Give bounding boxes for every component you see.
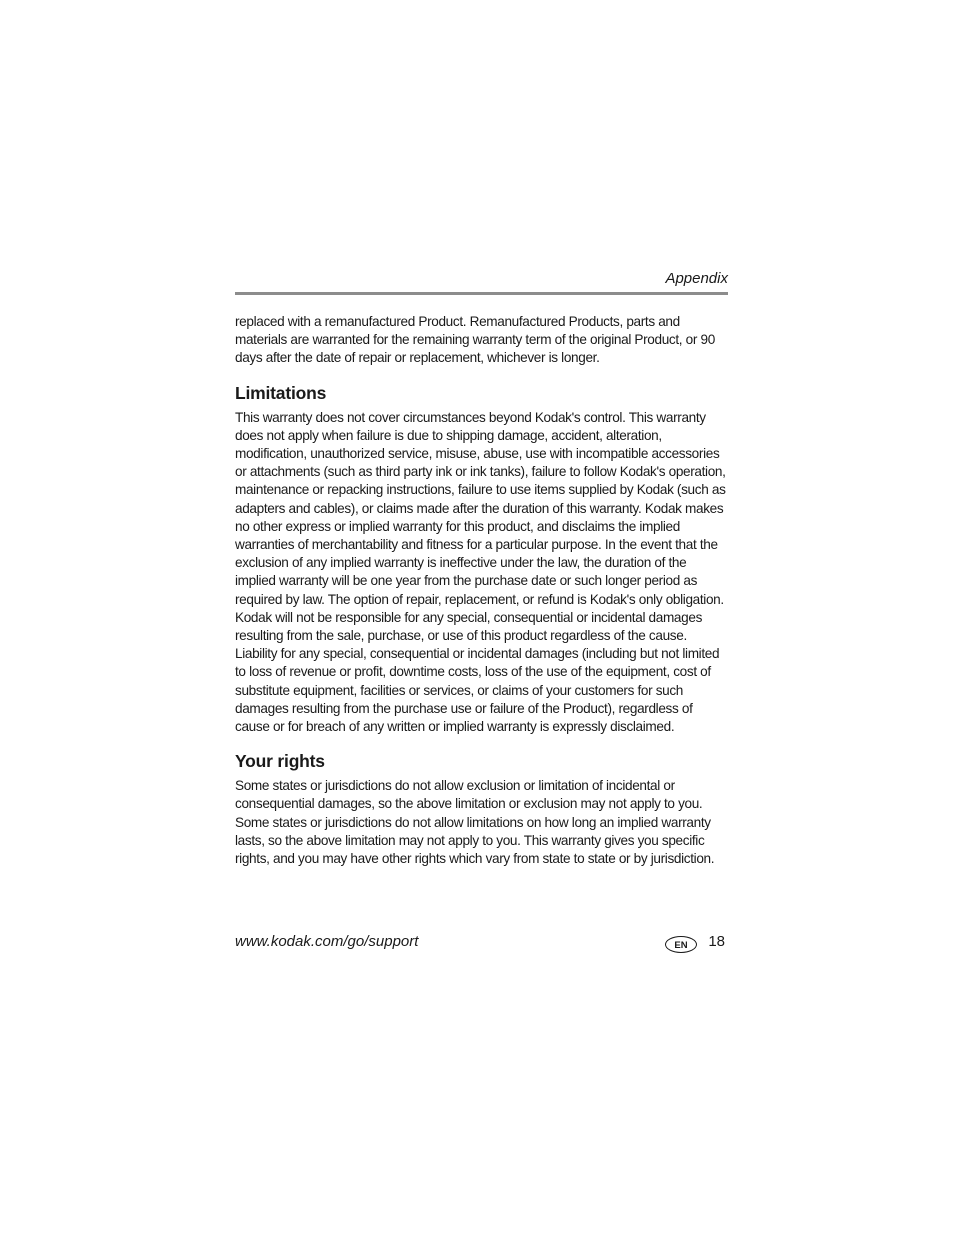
section-header: Appendix: [665, 270, 728, 287]
your-rights-paragraph: Some states or jurisdictions do not allow exclusion or limitation of incidental or consequential damages, so the above limitation or exclusion may not apply to you. Some states or jurisdictions do not allow limitations on how long an implied warranty lasts, so the above limitation may not apply to you. This warranty gives you specific rights, and you may have other rights which vary from state to state or by jurisdiction.: [235, 778, 715, 867]
page-content: [235, 268, 728, 868]
support-url: www.kodak.com/go/support: [235, 933, 419, 950]
intro-paragraph: replaced with a remanufactured Product. Remanufactured Products, parts and materials are warranted for the remaining warranty term of the original Product, or 90 days after the date of repair or replacement, whichever is longer.: [235, 314, 715, 366]
header-rule: [235, 292, 728, 295]
page-number: 18: [708, 933, 725, 950]
page-footer: [235, 931, 728, 955]
limitations-heading: Limitations: [235, 382, 327, 403]
your-rights-heading: Your rights: [235, 751, 325, 772]
language-badge: EN: [665, 936, 697, 953]
limitations-paragraph: This warranty does not cover circumstances beyond Kodak's control. This warranty does not apply when failure is due to shipping damage, accident, alteration, modification, unauthorized service, misuse, abuse, use with incompatible accessories or attachments (such as third party ink or ink tanks), failure to follow Kodak's operation, maintenance or repacking instructions, failure to use items supplied by Kodak (such as adapters and cables), or claims made after the duration of this warranty. Kodak makes no other express or implied warranty for this product, and disclaims the implied warranties of merchantability and fitness for a particular purpose. In the event that the exclusion of any implied warranty is ineffective under the law, the duration of the implied warranty will be one year from the purchase date or such longer period as required by law. The option of repair, replacement, or refund is Kodak's only obligation. Kodak will not be responsible for any special, consequential or incidental damages resulting from the sale, purchase, or use of this product regardless of the cause. Liability for any special, consequential or incidental damages (including but not limited to loss of revenue or profit, downtime costs, loss of the use of the equipment, cost of substitute equipment, facilities or services, or claims of your customers for such damages resulting from the purchase use or failure of the Product), regardless of cause or for breach of any written or implied warranty is expressly disclaimed.: [235, 409, 726, 735]
